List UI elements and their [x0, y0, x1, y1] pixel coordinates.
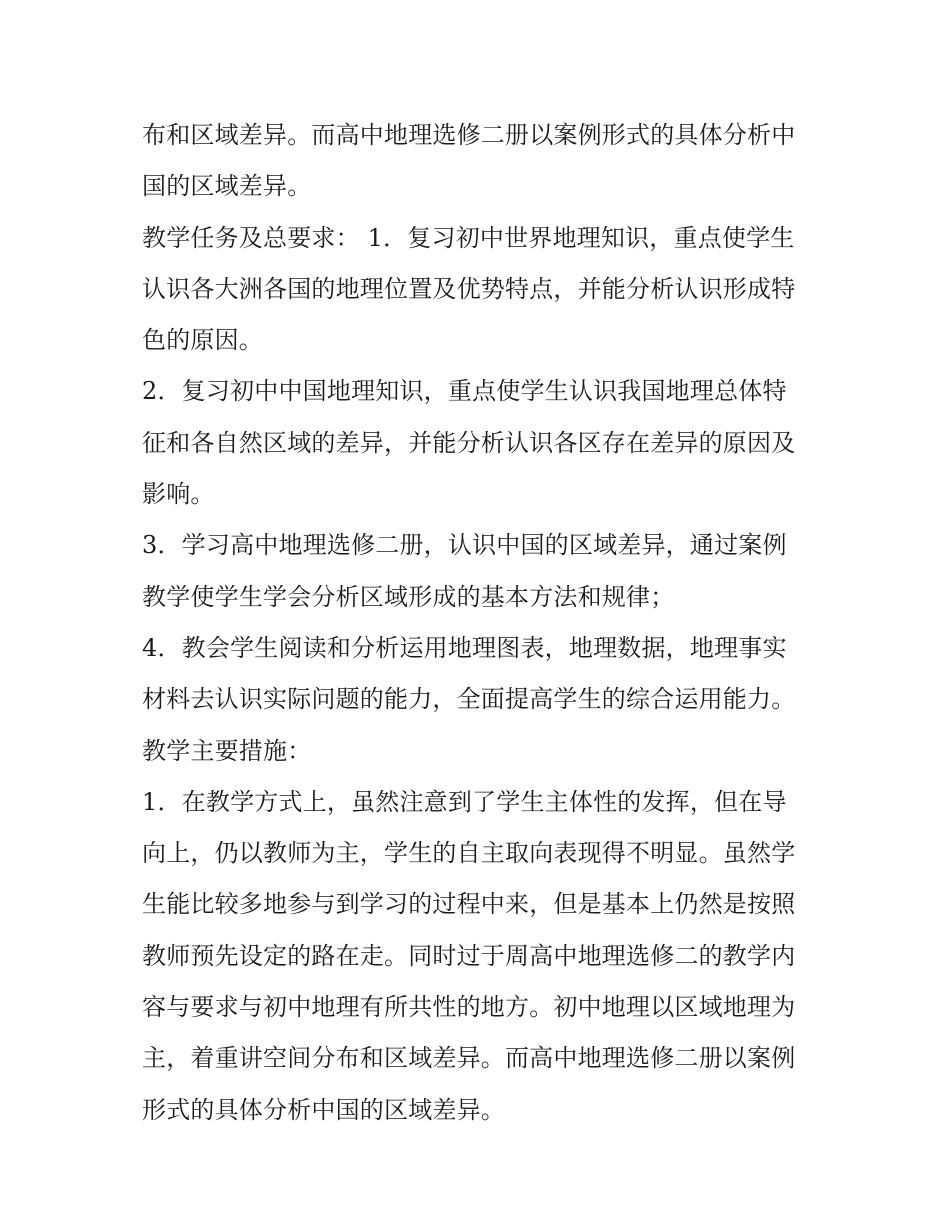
text-line: 向上，仍以教师为主，学生的自主取向表现得不明显。虽然学 [142, 839, 796, 868]
text-line: 容与要求与初中地理有所共性的地方。初中地理以区域地理为 [142, 993, 796, 1022]
text-line: 认识各大洲各国的地理位置及优势特点，并能分析认识形成特 [142, 274, 796, 303]
text-line: 国的区域差异。 [142, 172, 312, 201]
text-line: 色的原因。 [142, 326, 263, 355]
text-line: 4．教会学生阅读和分析运用地理图表，地理数据，地理事实 [142, 633, 787, 662]
text-line: 教师预先设定的路在走。同时过于周高中地理选修二的教学内 [142, 941, 796, 970]
text-line: 主，着重讲空间分布和区域差异。而高中地理选修二册以案例 [142, 1044, 796, 1073]
section-heading: 教学主要措施： [142, 736, 312, 765]
document-body [142, 110, 822, 1136]
text-line: 影响。 [142, 480, 215, 509]
text-line: 教学任务及总要求： 1．复习初中世界地理知识，重点使学生 [142, 223, 795, 252]
text-line: 生能比较多地参与到学习的过程中来，但是基本上仍然是按照 [142, 890, 796, 919]
text-line: 3．学习高中地理选修二册，认识中国的区域差异，通过案例 [142, 531, 787, 560]
text-line: 2．复习初中中国地理知识，重点使学生认识我国地理总体特 [142, 377, 787, 406]
text-line: 1．在教学方式上，虽然注意到了学生主体性的发挥，但在导 [142, 787, 787, 816]
text-line: 材料去认识实际问题的能力，全面提高学生的综合运用能力。 [142, 685, 796, 714]
text-line: 布和区域差异。而高中地理选修二册以案例形式的具体分析中 [142, 121, 796, 149]
text-line: 形式的具体分析中国的区域差异。 [142, 1095, 505, 1124]
text-line: 教学使学生学会分析区域形成的基本方法和规律； [142, 582, 675, 611]
text-line: 征和各自然区域的差异，并能分析认识各区存在差异的原因及 [142, 428, 796, 457]
